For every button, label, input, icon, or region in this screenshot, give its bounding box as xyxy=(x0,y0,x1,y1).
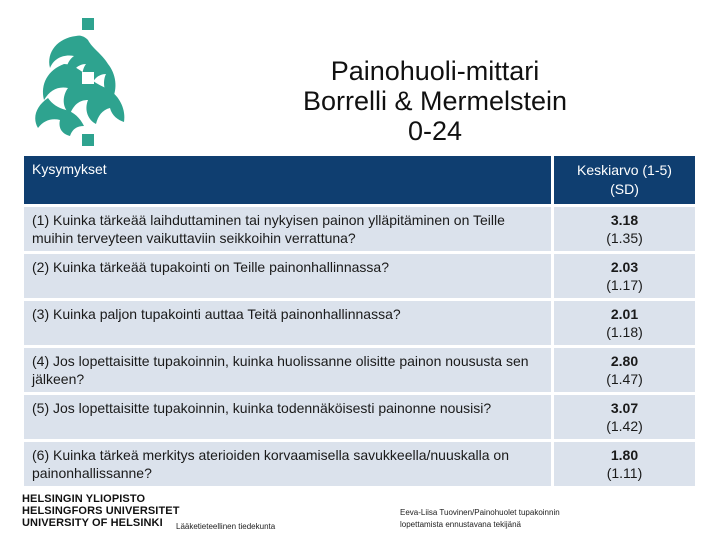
table-row xyxy=(24,348,695,392)
mean-value: 2.80 xyxy=(610,353,639,369)
sd-value: (1.18) xyxy=(606,324,643,340)
survey-results-table xyxy=(24,153,695,489)
sd-value: (1.42) xyxy=(606,418,643,434)
sd-value: (1.11) xyxy=(606,465,643,481)
title-line-3: 0-24 xyxy=(407,116,463,146)
slide-title xyxy=(240,56,630,146)
university-flame-logo-icon xyxy=(18,14,138,148)
mean-cell xyxy=(554,395,695,439)
university-name-fi: HELSINGIN YLIOPISTO xyxy=(22,493,146,505)
table-header-row xyxy=(24,156,695,204)
author-line-1: Eeva-Liisa Tuovinen/Painohuolet tupakoinnin xyxy=(400,508,560,517)
mean-cell xyxy=(554,442,695,486)
question-cell: (3) Kuinka paljon tupakointi auttaa Teitä painonhallinnassa? xyxy=(24,301,554,345)
mean-value: 2.03 xyxy=(610,259,639,275)
mean-cell xyxy=(554,301,695,345)
question-cell: (2) Kuinka tärkeää tupakointi on Teille painonhallinnassa? xyxy=(24,254,554,298)
title-line-2: Borrelli & Mermelstein xyxy=(302,86,568,116)
table-row xyxy=(24,254,695,298)
mean-cell xyxy=(554,348,695,392)
university-name-sv: HELSINGFORS UNIVERSITET xyxy=(22,505,180,517)
header-mean xyxy=(554,156,695,204)
sd-value: (1.35) xyxy=(606,230,643,246)
author-line-2: lopettamista ennustavana tekijänä xyxy=(400,520,521,529)
header-mean-label: Keskiarvo (1-5) xyxy=(577,162,672,178)
mean-value: 2.01 xyxy=(610,306,639,322)
question-cell: (1) Kuinka tärkeää laihduttaminen tai nykyisen painon ylläpitäminen on Teille muihin terveyteen vaikuttaviin seikkoihin verrattuna? xyxy=(24,207,554,251)
question-cell: (4) Jos lopettaisitte tupakoinnin, kuinka huolissanne olisitte painon noususta sen jälkeen? xyxy=(24,348,554,392)
header-sd-label: (SD) xyxy=(610,181,639,197)
author-credit xyxy=(400,507,560,531)
mean-value: 3.18 xyxy=(610,212,639,228)
university-name-en: UNIVERSITY OF HELSINKI xyxy=(22,517,163,529)
mean-value: 3.07 xyxy=(610,400,639,416)
mean-cell xyxy=(554,207,695,251)
question-cell: (6) Kuinka tärkeä merkitys aterioiden korvaamisella savukkeella/nuuskalla on painonhallissanne? xyxy=(24,442,554,486)
table-row xyxy=(24,395,695,439)
table-row xyxy=(24,442,695,486)
mean-value: 1.80 xyxy=(610,447,639,463)
table-row xyxy=(24,301,695,345)
mean-cell xyxy=(554,254,695,298)
title-line-1: Painohuoli-mittari xyxy=(330,56,540,86)
sd-value: (1.47) xyxy=(606,371,643,387)
faculty-name: Lääketieteellinen tiedekunta xyxy=(176,522,276,531)
table-row xyxy=(24,207,695,251)
sd-value: (1.17) xyxy=(606,277,643,293)
university-wordmark xyxy=(22,493,180,529)
question-cell: (5) Jos lopettaisitte tupakoinnin, kuinka todennäköisesti painonne nousisi? xyxy=(24,395,554,439)
header-questions: Kysymykset xyxy=(24,156,554,204)
